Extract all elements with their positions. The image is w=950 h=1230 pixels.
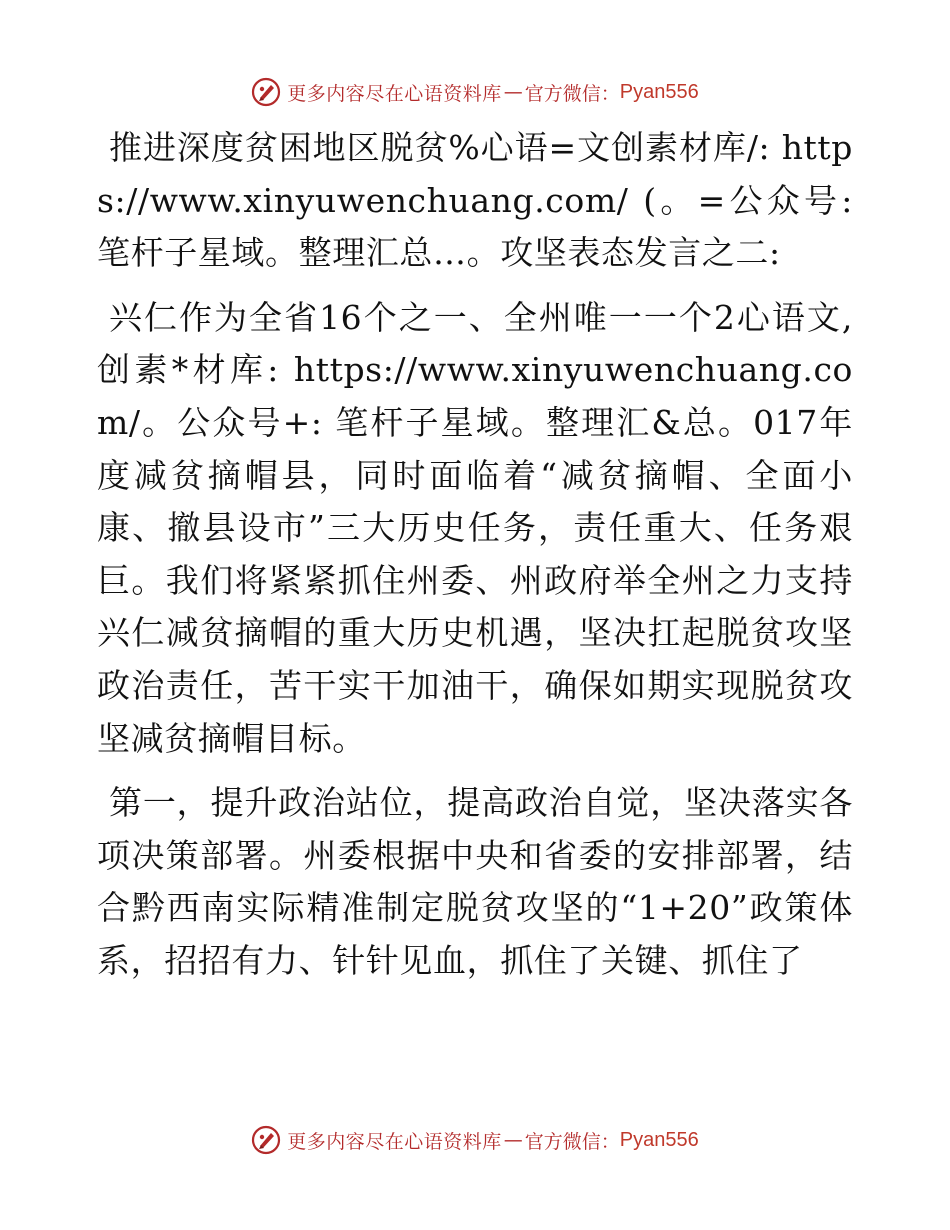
document-body (97, 122, 853, 1000)
brand-logo-icon (251, 1125, 281, 1155)
footer-banner (0, 1120, 950, 1160)
header-banner-contact-handle: Pyan556 (619, 80, 699, 103)
paragraph-1: 推进深度贫困地区脱贫%心语=文创素材库/: https://www.xinyuwenchuang.com/ (。=公众号: 笔杆子星域。整理汇总…。攻坚表态发言之二: (97, 128, 853, 273)
brand-logo-icon (251, 77, 281, 107)
footer-banner-contact-label: 官方微信： (524, 1130, 620, 1153)
paragraph-3: 第一，提升政治站位，提高政治自觉，坚决落实各项决策部署。州委根据中央和省委的安排部署，结合黔西南实际精准制定脱贫攻坚的“1+20”政策体系，招招有力、针针见血，抓住了关键、抓住了 (97, 783, 853, 980)
footer-banner-separator: — (503, 1129, 523, 1151)
footer-banner-text: 更多内容尽在心语资料库 (287, 1130, 502, 1153)
header-banner-text: 更多内容尽在心语资料库 (287, 82, 502, 105)
header-banner-contact-label: 官方微信： (524, 82, 620, 105)
header-banner-separator: — (503, 81, 523, 103)
header-banner (0, 72, 950, 112)
paragraph-2: 兴仁作为全省16个之一、全州唯一一个2心语文,创素*材库: https://www.xinyuwenchuang.com/。公众号+: 笔杆子星域。整理汇&总。017年度减贫摘帽县，同时面临着“减贫摘帽、全面小康、撤县设市”三大历史任务，责任重大、任务艰巨。我们将紧紧抓住州委、州政府举全州之力支持兴仁减贫摘帽的重大历史机遇，坚决扛起脱贫攻坚政治责任，苦干实干加油干，确保如期实现脱贫攻坚减贫摘帽目标。 (97, 297, 853, 758)
footer-banner-contact-handle: Pyan556 (619, 1128, 699, 1151)
